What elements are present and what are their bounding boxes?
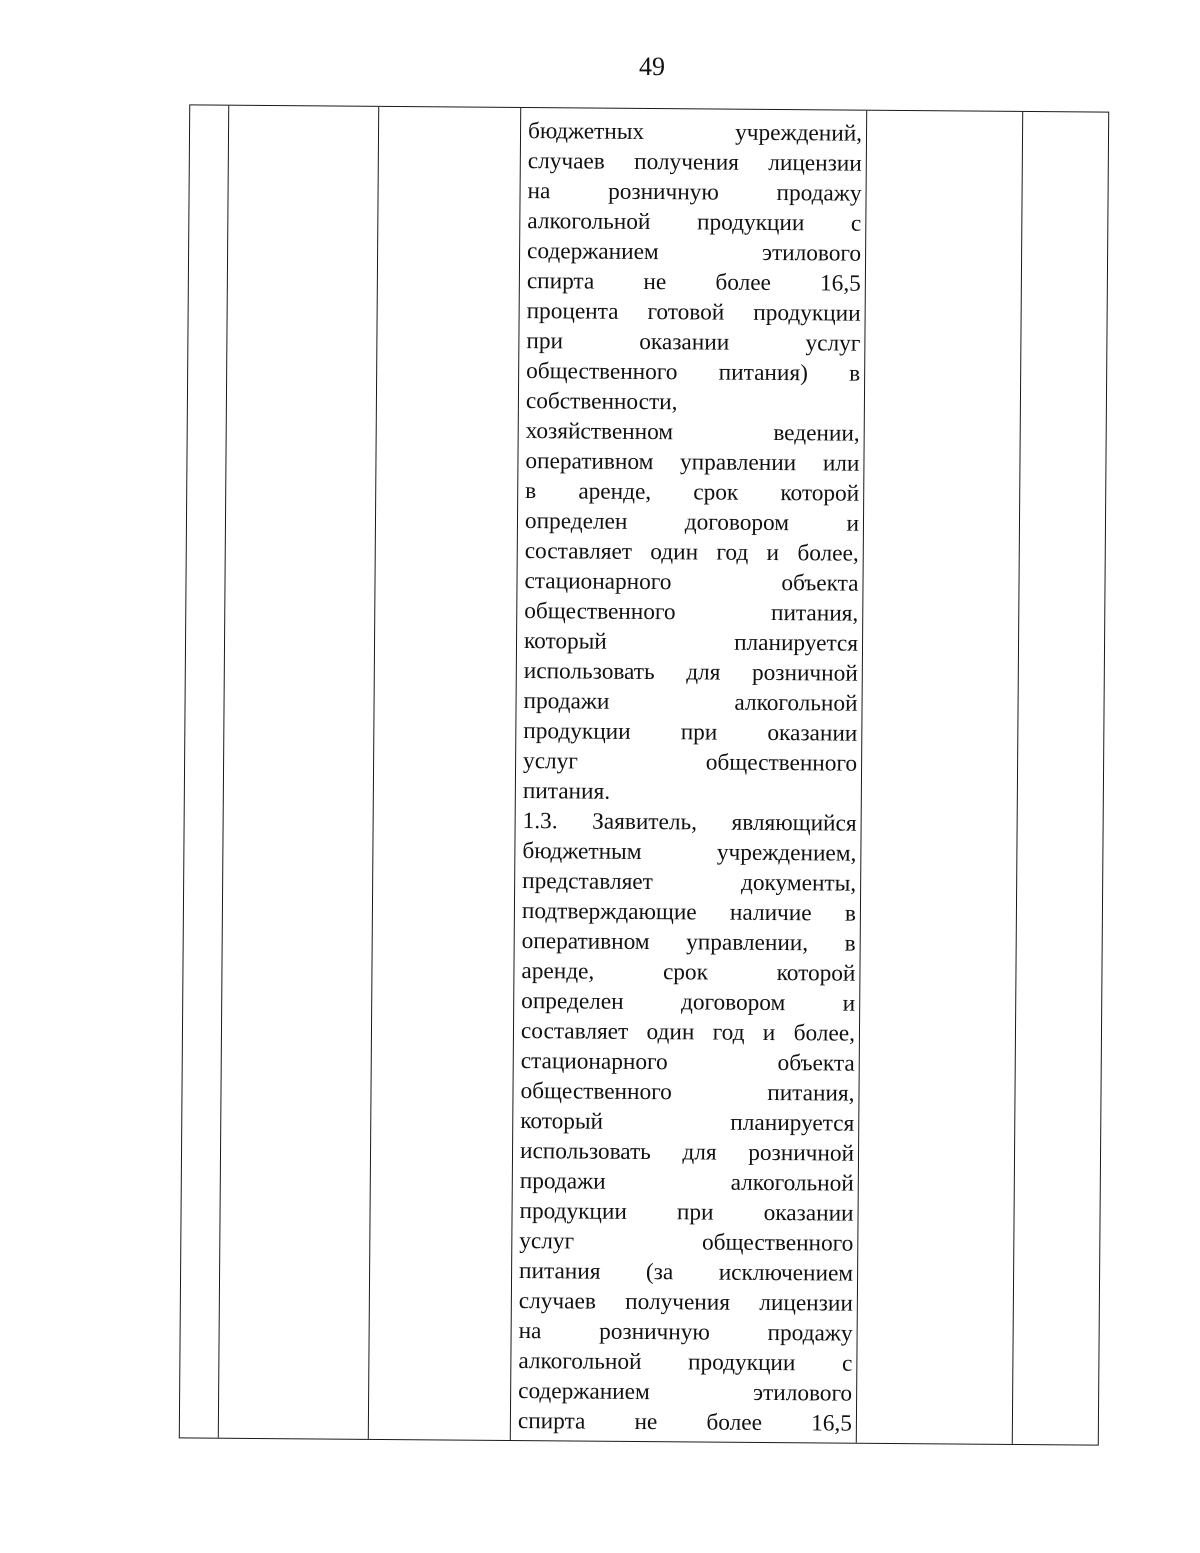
- table-column-divider-5: [1012, 112, 1023, 1444]
- table-cell-line: общественного питания,: [524, 598, 859, 627]
- table-cell-line: определен договором и: [521, 988, 856, 1017]
- table-cell-line: стационарного объекта: [524, 568, 859, 597]
- table-cell-text: [518, 116, 862, 1439]
- table-cell-line: стационарного объекта: [520, 1048, 855, 1077]
- table-cell-line: услуг общественного: [523, 748, 858, 777]
- table-cell-line: при оказании услуг: [526, 328, 861, 357]
- table-cell-line: алкогольной продукции с: [518, 1348, 853, 1377]
- table-cell-line: на розничную продажу: [518, 1318, 853, 1347]
- table-cell-line: питания (за исключением: [518, 1258, 854, 1287]
- table-cell-line: общественного питания,: [520, 1078, 855, 1107]
- table-cell-line: оперативном управлении или: [525, 448, 860, 477]
- table-cell-line: алкогольной продукции с: [527, 208, 862, 237]
- table-cell-line: собственности,: [525, 388, 678, 416]
- table-cell-line: продажи алкогольной: [519, 1168, 854, 1197]
- table-cell-line: составляет один год и более,: [520, 1018, 856, 1047]
- table-cell-line: случаев получения лицензии: [518, 1288, 853, 1317]
- table-cell-line: продажи алкогольной: [523, 688, 858, 717]
- table-cell-line: процента готовой продукции: [526, 298, 861, 327]
- table-cell-line: продукции при оказании: [523, 718, 858, 747]
- table-cell-line: общественного питания) в: [526, 358, 861, 387]
- table-cell-line: использовать для розничной: [523, 658, 858, 687]
- table-cell-line: спирта не более 16,5: [526, 268, 861, 297]
- page-number: 49: [639, 52, 665, 81]
- table-cell-line: содержанием этилового: [527, 238, 862, 267]
- document-table: [179, 104, 1109, 1445]
- table-cell-line: подтверждающие наличие в: [521, 898, 857, 927]
- table-cell-line: спирта не более 16,5: [517, 1408, 853, 1437]
- table-cell-line: содержанием этилового: [518, 1378, 853, 1407]
- table-cell-line: оперативном управлении, в: [521, 928, 856, 957]
- table-cell-line: представляет документы,: [522, 868, 857, 897]
- table-column-divider-1: [218, 106, 229, 1438]
- table-cell-line: 1.3. Заявитель, являющийся: [522, 808, 857, 837]
- table-cell-line: бюджетным учреждением,: [522, 838, 857, 867]
- table-column-divider-2: [368, 107, 379, 1439]
- table-cell-line: аренде, срок которой: [521, 958, 856, 987]
- table-cell-line: который планируется: [523, 628, 859, 657]
- table-cell-line: бюджетных учреждений,: [527, 118, 863, 147]
- table-cell-line: который планируется: [520, 1108, 855, 1137]
- table-cell-line: на розничную продажу: [527, 178, 862, 207]
- table-cell-line: в аренде, срок которой: [525, 478, 860, 507]
- table-cell-line: составляет один год и более,: [524, 538, 859, 567]
- table-cell-line: определен договором и: [524, 508, 860, 537]
- table-cell-line: хозяйственном ведении,: [525, 418, 860, 447]
- table-cell-line: использовать для розничной: [519, 1138, 855, 1167]
- table-cell-line: случаев получения лицензии: [527, 148, 862, 177]
- table-cell-line: услуг общественного: [519, 1228, 854, 1257]
- table-cell-line: продукции при оказании: [519, 1198, 854, 1227]
- table-cell-line: питания.: [522, 778, 611, 805]
